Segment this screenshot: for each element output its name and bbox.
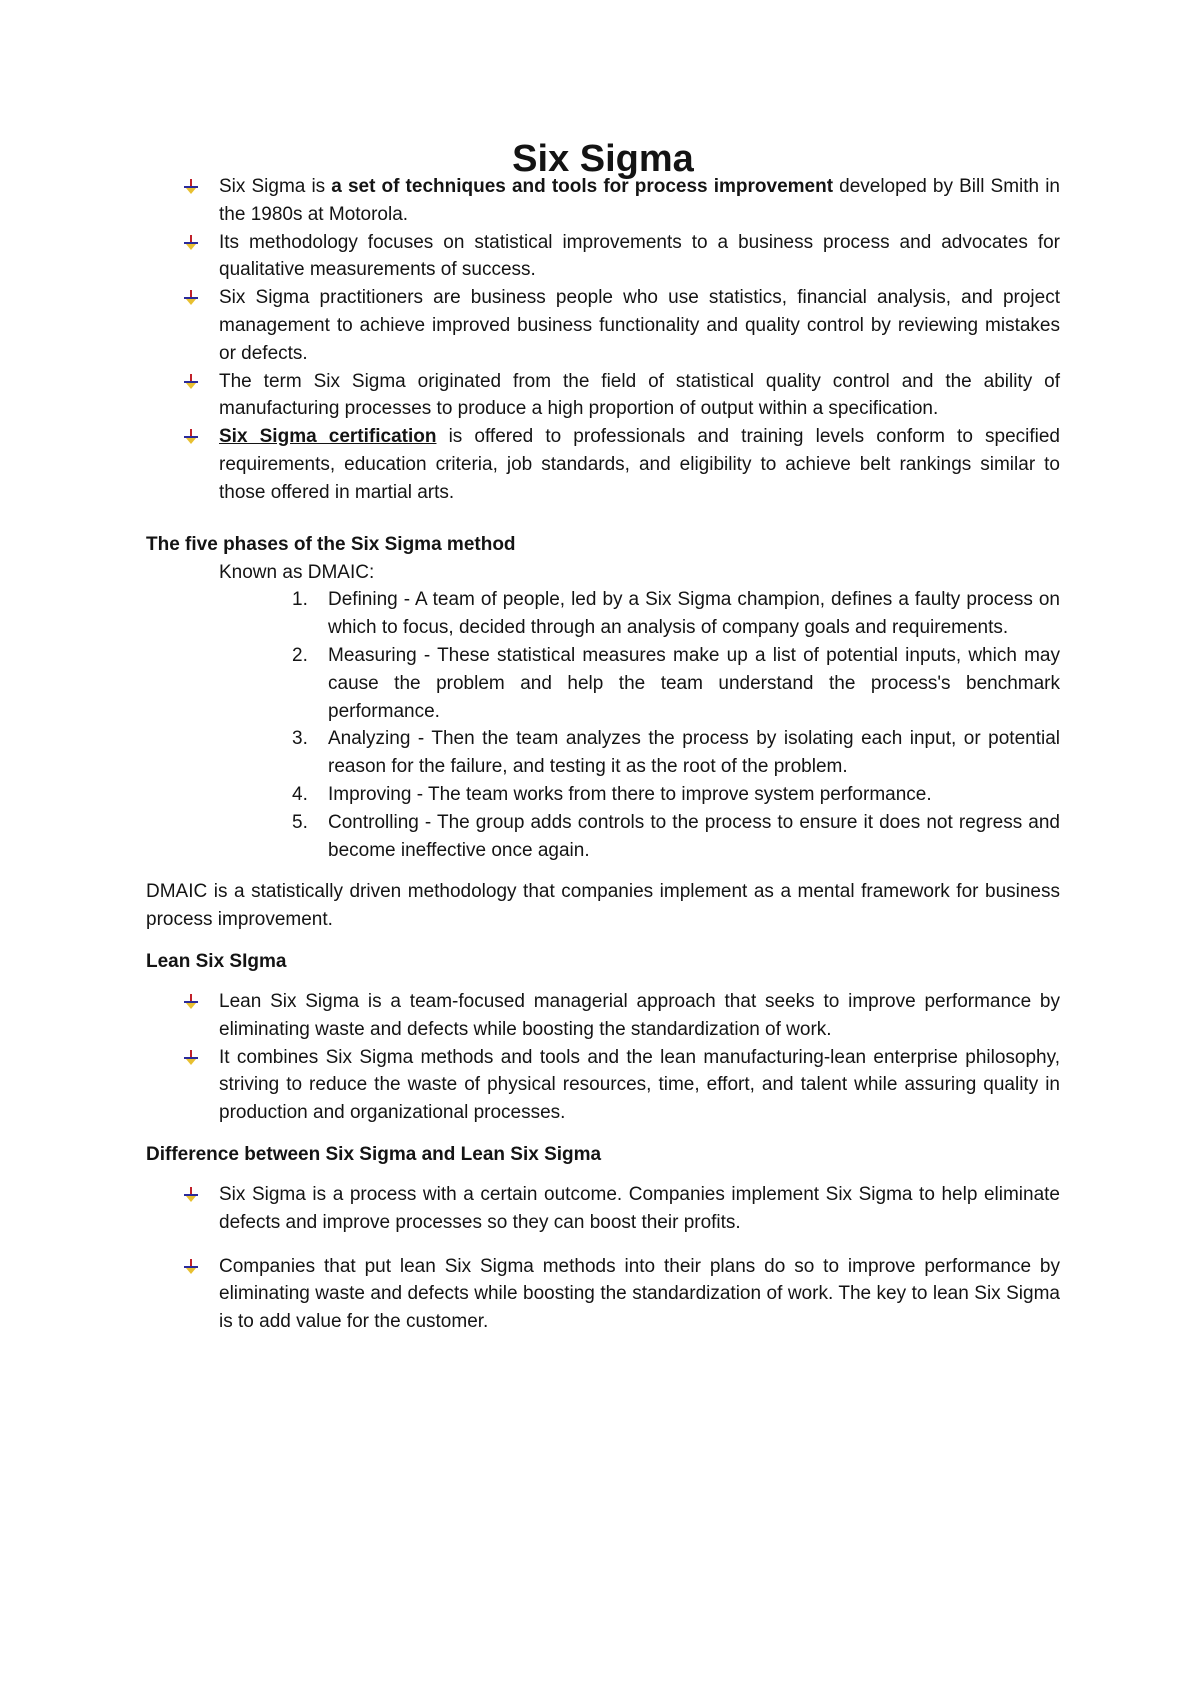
lean-bullet-list [146,988,1060,1127]
arrow-bullet-icon [184,1050,198,1065]
bullet-text: Its methodology focuses on statistical improvements to a business process and advocates for qualitative measurements of success. [219,231,1060,281]
bullet-text-pre: Six Sigma is [219,176,332,197]
phase-number: 2. [292,644,308,666]
bullet-text: Companies that put lean Six Sigma methods into their plans do so to improve performance by eliminating waste and defects while boosting the standardization of work. The key to lean Six Sigma is to add value for the customer. [219,1255,1060,1333]
arrow-bullet-icon [184,994,198,1009]
list-item [146,725,1060,781]
bullet-text: Six Sigma practitioners are business people who use statistics, financial analysis, and project management to achieve improved business functionality and quality control by reviewing mistakes or defects. [219,287,1060,364]
bullet-text: It combines Six Sigma methods and tools and the lean manufacturing-lean enterprise philosophy, striving to reduce the waste of physical resources, time, effort, and talent while assuring quality in production and organizational processes. [219,1046,1060,1124]
phase-text: Analyzing - Then the team analyzes the process by isolating each input, or potential reason for the failure, and testing it as the root of the problem. [328,728,1060,778]
page-title: Six Sigma [512,138,694,180]
six-sigma-certification-link[interactable]: Six Sigma certification [219,426,437,448]
bullet-text-post: developed by Bill Smith in the 1980s at Motorola. [219,176,1060,225]
bullet-text-bold: a set of techniques and tools for process improvement [331,176,834,197]
list-item [146,1181,1060,1237]
list-item [146,173,1060,229]
bullet-text: The term Six Sigma originated from the field of statistical quality control and the ability of manufacturing processes to produce a high proportion of output within a specification. [219,370,1060,420]
list-item [146,1044,1060,1127]
list-item [146,1253,1060,1336]
phase-text: Measuring - These statistical measures make up a list of potential inputs, which may cause the problem and help the team understand the process's benchmark performance. [328,644,1060,722]
list-item [146,988,1060,1044]
bullet-text: Six Sigma is a process with a certain outcome. Companies implement Six Sigma to help eliminate defects and improve processes so they can boost their profits. [219,1183,1060,1233]
intro-bullet-list [146,173,1060,507]
list-item [146,229,1060,285]
lean-heading: Lean Six SIgma [146,950,287,972]
phase-number: 5. [292,811,308,833]
phase-text: Improving - The team works from there to improve system performance. [328,783,932,805]
dmaic-summary: DMAIC is a statistically driven methodology that companies implement as a mental framework for business process improvement. [146,881,1060,931]
phase-text: Controlling - The group adds controls to the process to ensure it does not regress and become ineffective once again. [328,811,1060,861]
arrow-bullet-icon [184,1259,198,1274]
list-item [146,781,1060,809]
phase-text: Defining - A team of people, led by a Six Sigma champion, defines a faulty process on which to focus, decided through an analysis of company goals and requirements. [328,589,1060,639]
bullet-text-post: is offered to professionals and training levels conform to specified requirements, education criteria, job standards, and eligibility to achieve belt rankings similar to those offered in martial arts. [219,426,1060,503]
phase-number: 3. [292,728,308,750]
arrow-bullet-icon [184,179,198,194]
arrow-bullet-icon [184,374,198,389]
arrow-bullet-icon [184,429,198,444]
list-item [146,284,1060,367]
arrow-bullet-icon [184,290,198,305]
phase-number: 4. [292,783,308,805]
list-item [146,423,1060,506]
list-item [146,586,1060,642]
arrow-bullet-icon [184,1187,198,1202]
difference-heading: Difference between Six Sigma and Lean Six Sigma [146,1143,602,1165]
document-page [146,138,1060,1336]
list-item [146,368,1060,424]
difference-bullet-list [146,1181,1060,1336]
list-item [146,809,1060,865]
list-item [146,642,1060,725]
arrow-bullet-icon [184,235,198,250]
phases-heading: The five phases of the Six Sigma method [146,533,516,555]
bullet-text: Lean Six Sigma is a team-focused managerial approach that seeks to improve performance by eliminating waste and defects while boosting the standardization of work. [219,990,1060,1040]
phase-number: 1. [292,589,308,611]
known-as-text: Known as DMAIC: [219,561,375,583]
phases-list [146,586,1060,864]
